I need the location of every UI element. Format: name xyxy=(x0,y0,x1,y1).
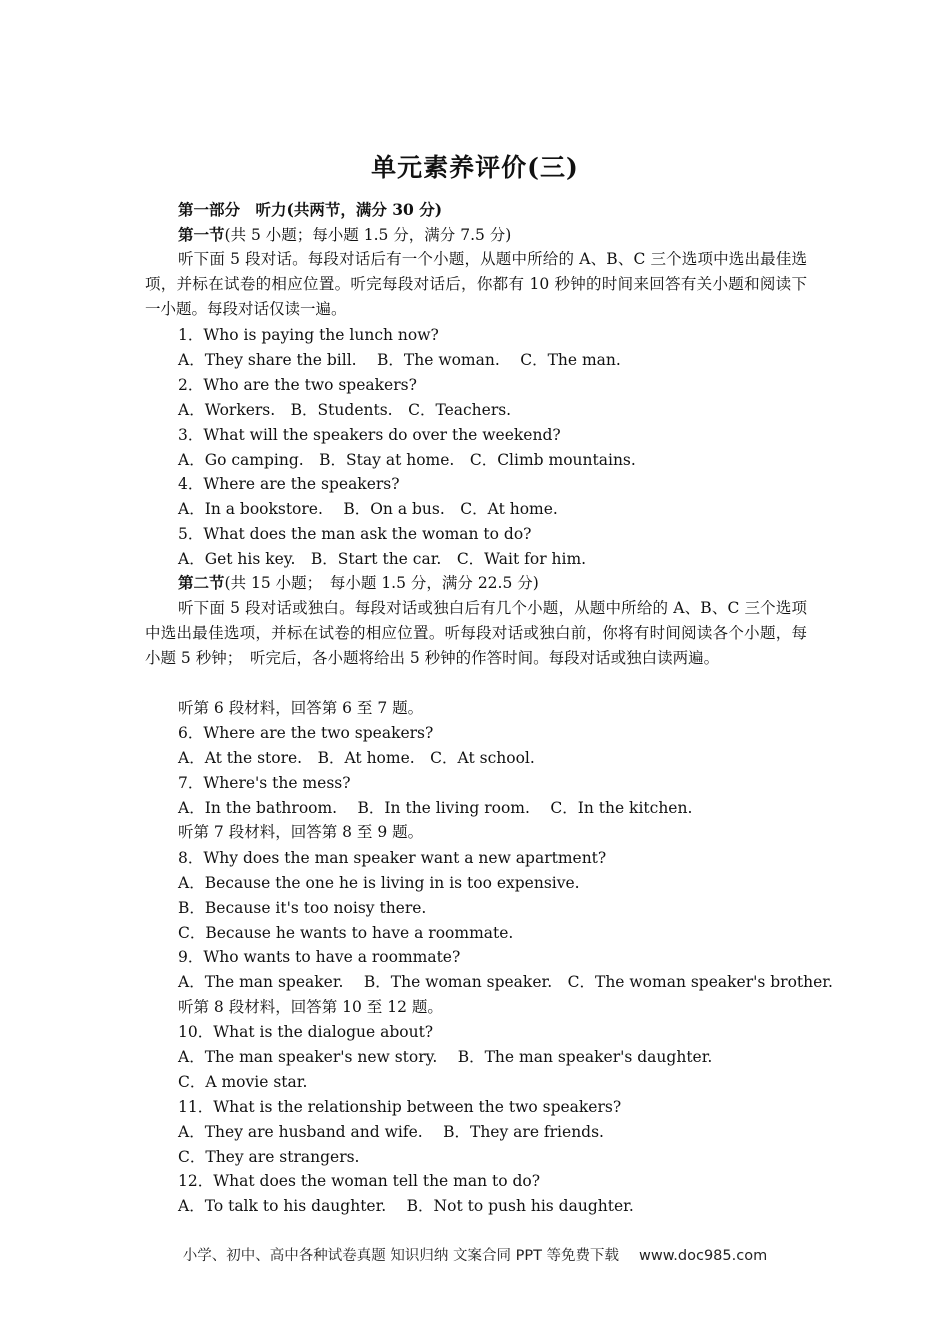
question-12: 12．What does the woman tell the man to do? xyxy=(178,1172,541,1190)
question-1: 1．Who is paying the lunch now? xyxy=(178,326,439,344)
material-8-note: 听第 8 段材料，回答第 10 至 12 题。 xyxy=(178,998,443,1016)
question-8-option-a: A．Because the one he is living in is too expensive. xyxy=(178,874,580,892)
question-7-options: A．In the bathroom. B．In the living room. C．In the kitchen. xyxy=(178,799,693,817)
question-12-options-ab: A．To talk to his daughter. B．Not to push his daughter. xyxy=(178,1197,634,1215)
question-7: 7．Where's the mess? xyxy=(178,774,351,792)
section1-instructions: 听下面 5 段对话。每段对话后有一个小题，从题中所给的 A、B、C 三个选项中选出最佳选项，并标在试卷的相应位置。听完每段对话后，你都有 10 秒钟的时间来回答有关小题和阅读下一小题。每段对话仅读一遍。 xyxy=(145,250,807,318)
material-7-note: 听第 7 段材料，回答第 8 至 9 题。 xyxy=(178,823,424,841)
question-9-options: A．The man speaker. B．The woman speaker. C．The woman speaker's brother. xyxy=(178,973,833,991)
question-5-options: A．Get his key. B．Start the car. C．Wait for him. xyxy=(178,550,587,568)
question-11-options-ab: A．They are husband and wife. B．They are friends. xyxy=(178,1123,604,1141)
page-title: 单元素养评价(三) xyxy=(371,153,579,182)
question-1-options: A．They share the bill. B．The woman. C．The man. xyxy=(178,351,621,369)
section1-heading-detail: (共 5 小题；每小题 1.5 分，满分 7.5 分) xyxy=(224,226,512,244)
question-8-option-b: B．Because it's too noisy there. xyxy=(178,899,427,917)
question-6-options: A．At the store. B．At home. C．At school. xyxy=(178,749,535,767)
question-4: 4．Where are the speakers? xyxy=(178,475,400,493)
question-8-option-c: C．Because he wants to have a roommate. xyxy=(178,924,514,942)
section1-heading xyxy=(178,223,511,247)
footer-text: 小学、初中、高中各种试卷真题 知识归纳 文案合同 PPT 等免费下载 xyxy=(182,1248,620,1264)
section2-heading xyxy=(178,571,539,595)
section2-instructions: 听下面 5 段对话或独白。每段对话或独白后有几个小题，从题中所给的 A、B、C 三个选项中选出最佳选项，并标在试卷的相应位置。听每段对话或独白前，你将有时间阅读各个小题，每小题 5 秒钟； 听完后，各小题将给出 5 秒钟的作答时间。每段对话或独白读两遍。 xyxy=(145,599,807,667)
section2-heading-detail: (共 15 小题； 每小题 1.5 分，满分 22.5 分) xyxy=(224,574,539,592)
question-2-options: A．Workers. B．Students. C．Teachers. xyxy=(178,401,512,419)
question-2: 2．Who are the two speakers? xyxy=(178,376,417,394)
question-4-options: A．In a bookstore. B．On a bus. C．At home. xyxy=(178,500,558,518)
part1-heading: 第一部分 听力(共两节，满分 30 分) xyxy=(178,200,443,219)
question-8: 8．Why does the man speaker want a new apartment? xyxy=(178,849,607,867)
material-6-note: 听第 6 段材料，回答第 6 至 7 题。 xyxy=(178,699,424,717)
question-9: 9．Who wants to have a roommate? xyxy=(178,948,461,966)
question-6: 6．Where are the two speakers? xyxy=(178,724,434,742)
question-11-option-c: C．They are strangers. xyxy=(178,1148,360,1166)
section2-heading-label: 第二节 xyxy=(178,573,225,592)
question-5: 5．What does the man ask the woman to do? xyxy=(178,525,532,543)
question-3: 3．What will the speakers do over the weekend? xyxy=(178,426,561,444)
section1-heading-label: 第一节 xyxy=(178,225,225,244)
footer-url[interactable]: www.doc985.com xyxy=(639,1248,768,1264)
question-11: 11．What is the relationship between the two speakers? xyxy=(178,1098,622,1116)
question-10-options-ab: A．The man speaker's new story. B．The man speaker's daughter. xyxy=(178,1048,713,1066)
question-10: 10．What is the dialogue about? xyxy=(178,1023,434,1041)
question-10-option-c: C．A movie star. xyxy=(178,1073,308,1091)
page-footer xyxy=(0,1244,950,1265)
question-3-options: A．Go camping. B．Stay at home. C．Climb mountains. xyxy=(178,451,636,469)
